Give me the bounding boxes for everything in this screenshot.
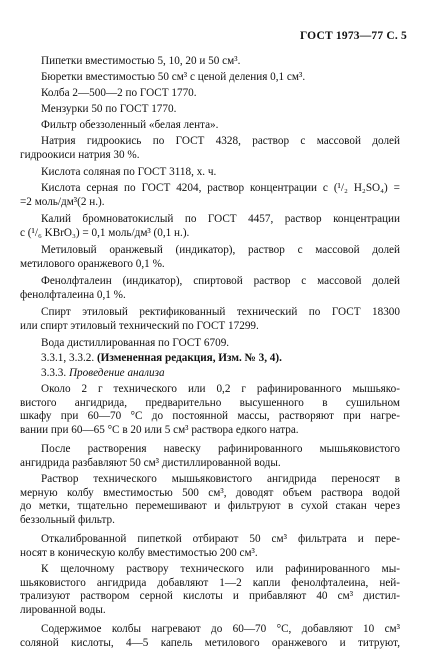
amendment-note: (Измененная редакция, Изм. № 3, 4).: [96, 352, 282, 364]
text-line: соляной кислоты, 4—5 капель метилового оранжевого и титруют,: [20, 636, 400, 649]
text-line: Около 2 г технического или 0,2 г рафинированного мышьяко-: [41, 383, 400, 395]
text-line: Кислота серная по ГОСТ 4204, раствор концентрации c (¹/₂ H₂SO₄) =: [41, 182, 400, 194]
text-line: Метиловый оранжевый (индикатор), раствор с массовой долей: [41, 244, 400, 256]
text-line: шкафу при 60—70 °С до постоянной массы, растворяют при нагре-: [20, 410, 400, 422]
text-line: Откалиброванной пипеткой отбирают 50 см³ фильтрата и пере-: [41, 533, 400, 545]
text-line: до метки, тщательно перемешивают и фильтруют в сухой стакан через: [20, 500, 400, 512]
text-line: Колба 2—500—2 по ГОСТ 1770.: [41, 87, 197, 99]
paragraph-neutralization: [20, 563, 400, 617]
paragraph-burettes: [20, 71, 400, 85]
text-line: трализуют раствором серной кислоты и прибавляют 40 см³ дистил-: [20, 590, 400, 602]
paragraph-dilution: [20, 443, 400, 470]
paragraph-filter: [20, 119, 400, 133]
text-line: вании при 60—65 °С в 20 или 5 см³ раствора едкого натра.: [20, 423, 299, 436]
text-line: Содержимое колбы нагревают до 60—70 °С, добавляют 10 см³: [41, 623, 400, 635]
text-line: Калий бромноватокислый по ГОСТ 4457, раствор концентрации: [41, 213, 400, 225]
text-line: гидроокиси натрия 30 %.: [20, 148, 140, 161]
paragraph-distilled-water: [20, 337, 400, 351]
text-line: метилового оранжевого 0,1 %.: [20, 257, 165, 270]
text-line: Натрия гидроокись по ГОСТ 4328, раствор с массовой долей: [41, 135, 400, 147]
text-line: Бюретки вместимостью 50 см³ с ценой деления 0,1 см³.: [41, 71, 306, 83]
paragraph-aliquot: [20, 533, 400, 560]
paragraph-sodium-hydroxide: [20, 135, 400, 162]
paragraph-cylinders: [20, 103, 400, 117]
text-line: шьяковистого ангидрида добавляют 1—2 капли фенолфталеина, ней-: [20, 576, 400, 589]
text-line: вистого ангидрида, предварительно высушенного в сушильном: [20, 396, 400, 409]
clause-number: 3.3.1, 3.3.2.: [41, 352, 95, 364]
paragraph-potassium-bromate: [20, 213, 400, 240]
text-line: Кислота соляная по ГОСТ 3118, х. ч.: [41, 166, 217, 178]
paragraph-titration: [20, 623, 400, 650]
text-line: беззольный фильтр.: [20, 513, 115, 526]
paragraph-transfer: [20, 473, 400, 527]
paragraph-amendment: [20, 352, 400, 366]
paragraph-methyl-orange: [20, 244, 400, 271]
text-line: =2 моль/дм³(2 н.).: [20, 195, 105, 208]
text-line: ангидрида разбавляют 50 см³ дистиллированной воды.: [20, 456, 281, 469]
paragraph-flask: [20, 87, 400, 101]
page-header: ГОСТ 1973—77 С. 5: [299, 30, 407, 42]
paragraph-phenolphthalein: [20, 275, 400, 302]
text-line: После растворения навеску рафинированного мышьяковистого: [41, 443, 400, 455]
text-line: Раствор технического мышьяковистого ангидрида переносят в: [41, 473, 400, 485]
section-title: Проведение анализа: [68, 367, 165, 379]
paragraph-sulfuric-acid: [20, 182, 400, 209]
text-line: К щелочному раствору технического или рафинированного мы-: [41, 563, 400, 575]
text-line: Спирт этиловый ректификованный технический по ГОСТ 18300: [41, 306, 400, 318]
clause-number: 3.3.3.: [41, 367, 67, 379]
text-line: Вода дистиллированная по ГОСТ 6709.: [41, 337, 230, 349]
paragraph-pipettes: [20, 55, 400, 69]
text-line: Фильтр обеззоленный «белая лента».: [41, 119, 219, 131]
paragraph-dissolution: [20, 383, 400, 437]
text-line: Пипетки вместимостью 5, 10, 20 и 50 см³.: [41, 55, 241, 67]
text-line: носят в коническую колбу вместимостью 200 см³.: [20, 546, 258, 559]
text-line: мерную колбу вместимостью 500 см³, доводят объем раствора водой: [20, 486, 400, 499]
text-line: Мензурки 50 по ГОСТ 1770.: [41, 103, 177, 115]
text-line: фенолфталеина 0,1 %.: [20, 288, 126, 301]
paragraph-hydrochloric-acid: [20, 166, 400, 180]
text-line: Фенолфталеин (индикатор), спиртовой раствор с массовой долей: [41, 275, 400, 287]
paragraph-ethanol: [20, 306, 400, 333]
paragraph-section-heading: [20, 367, 400, 381]
text-line: лированной воды.: [20, 603, 106, 616]
text-line: или спирт этиловый технический по ГОСТ 17299.: [20, 319, 259, 332]
text-line: c (¹/₆ KBrO₃) = 0,1 моль/дм³ (0,1 н.).: [20, 226, 190, 239]
